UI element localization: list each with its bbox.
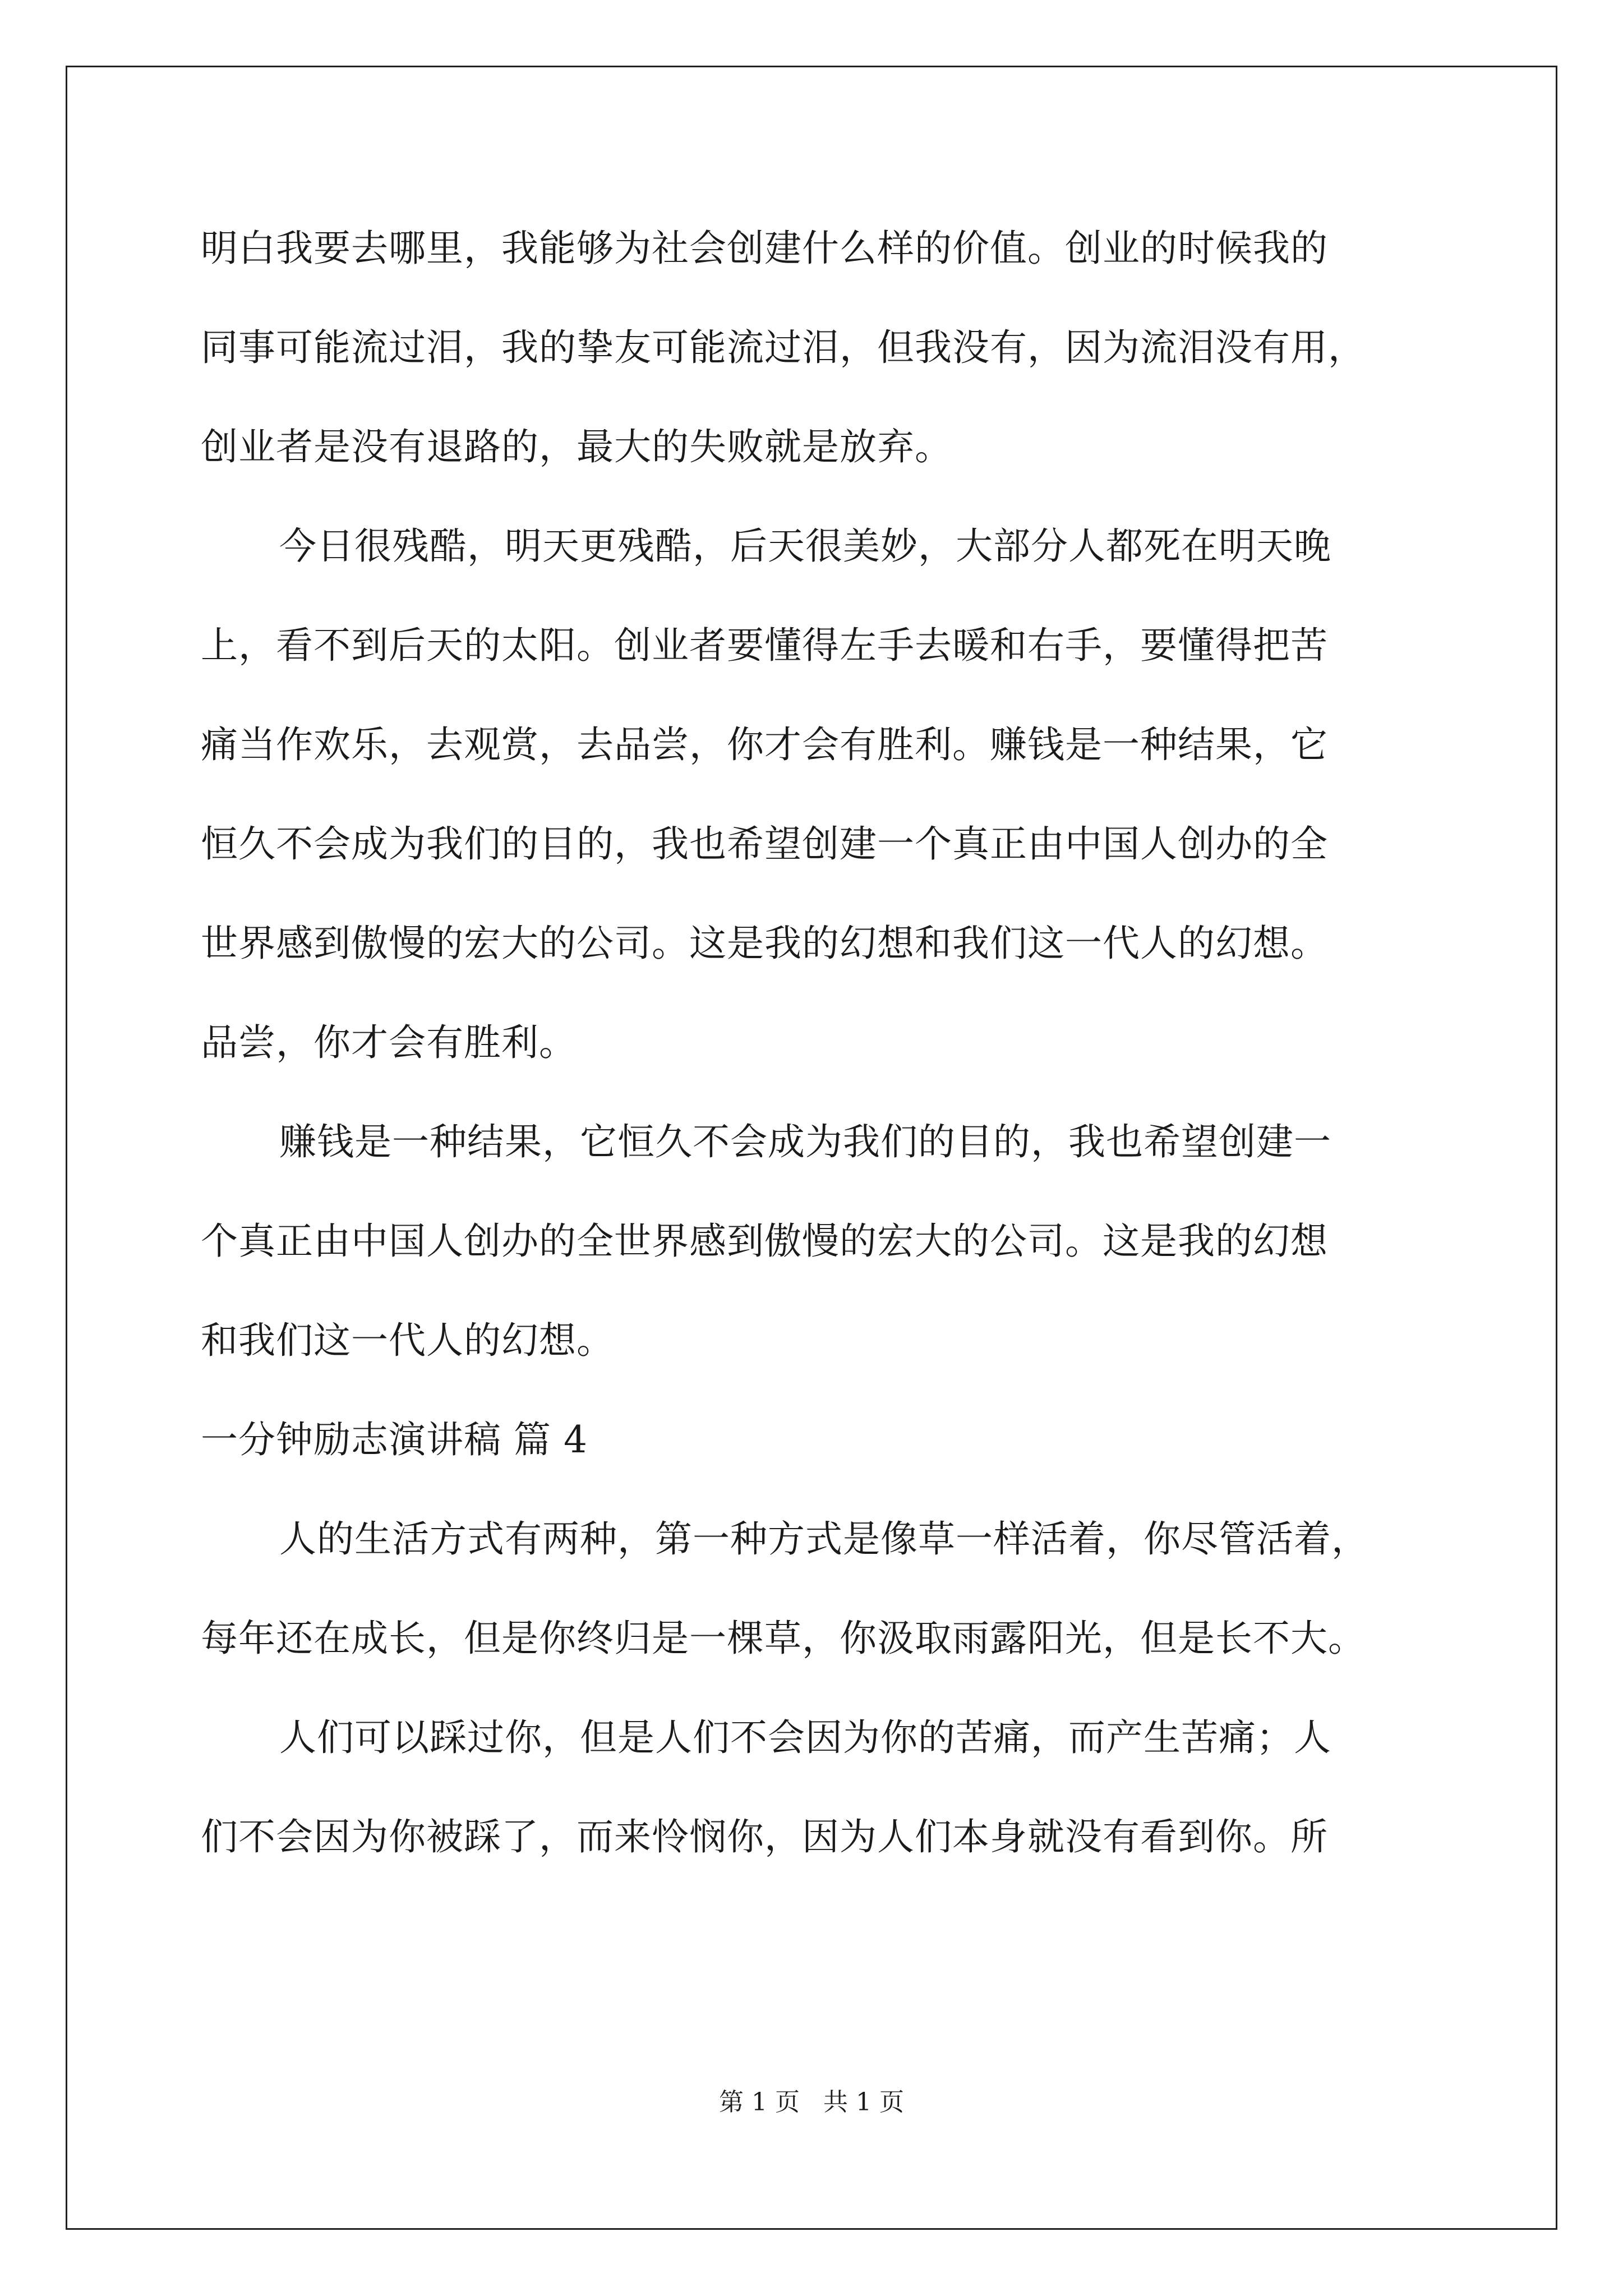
text-line: 人们可以踩过你，但是人们不会因为你的苦痛，而产生苦痛；人: [279, 1716, 1331, 1759]
section-heading: 一分钟励志演讲稿 篇 4: [201, 1418, 588, 1461]
page-footer: 第 1 页 共 1 页: [719, 2088, 904, 2116]
text-line: 和我们这一代人的幻想。: [201, 1319, 614, 1362]
text-line: 个真正由中国人创办的全世界感到傲慢的宏大的公司。这是我的幻想: [201, 1220, 1328, 1263]
text-line: 痛当作欢乐，去观赏，去品尝，你才会有胜利。赚钱是一种结果，它: [201, 723, 1328, 766]
text-line: 上，看不到后天的太阳。创业者要懂得左手去暖和右手，要懂得把苦: [201, 624, 1328, 667]
text-line: 赚钱是一种结果，它恒久不会成为我们的目的，我也希望创建一: [279, 1120, 1331, 1163]
text-line: 同事可能流过泪，我的挚友可能流过泪，但我没有，因为流泪没有用，: [201, 326, 1366, 369]
text-line: 明白我要去哪里，我能够为社会创建什么样的价值。创业的时候我的: [201, 227, 1328, 270]
text-line: 每年还在成长，但是你终归是一棵草，你汲取雨露阳光，但是长不大。: [201, 1617, 1366, 1660]
text-line: 恒久不会成为我们的目的，我也希望创建一个真正由中国人创办的全: [201, 822, 1328, 866]
text-line: 今日很残酷，明天更残酷，后天很美妙，大部分人都死在明天晚: [279, 524, 1331, 568]
text-line: 世界感到傲慢的宏大的公司。这是我的幻想和我们这一代人的幻想。: [201, 922, 1328, 965]
text-line: 创业者是没有退路的，最大的失败就是放弃。: [201, 425, 952, 468]
text-line: 们不会因为你被踩了，而来怜悯你，因为人们本身就没有看到你。所: [201, 1815, 1328, 1858]
text-line: 品尝，你才会有胜利。: [201, 1021, 577, 1064]
text-line: 人的生活方式有两种，第一种方式是像草一样活着，你尽管活着，: [279, 1517, 1369, 1561]
